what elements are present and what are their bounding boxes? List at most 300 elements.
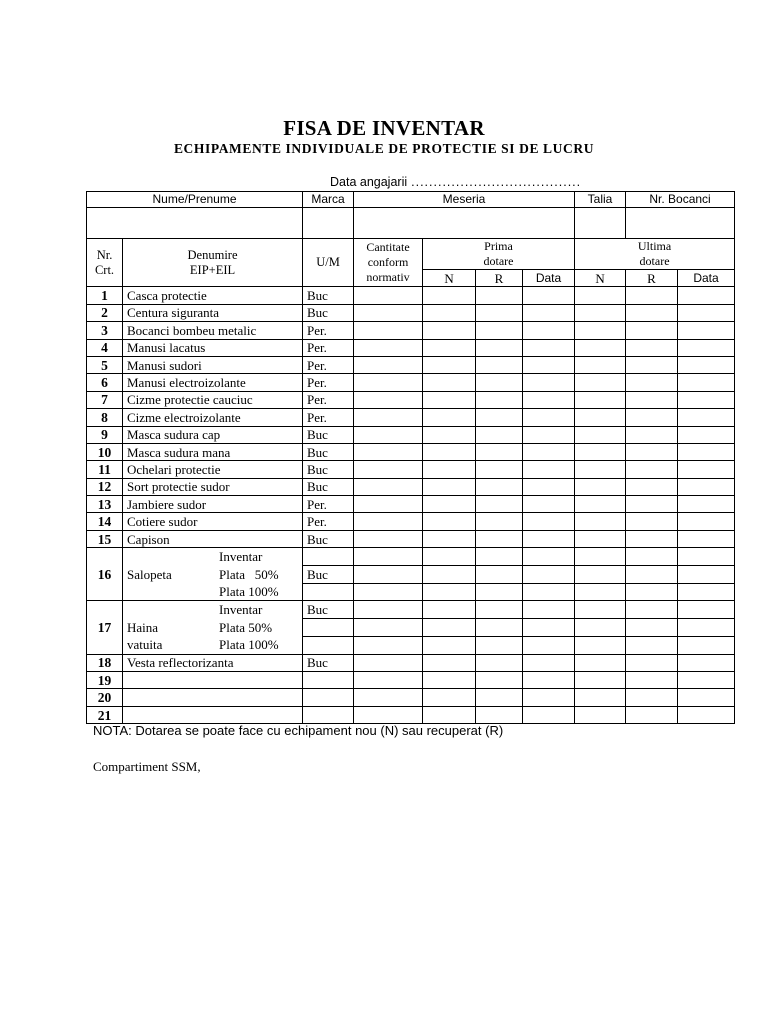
- item-number: 18: [87, 654, 123, 671]
- entry-cell: [476, 513, 523, 530]
- item-name: Manusi electroizolante: [123, 374, 303, 391]
- entry-cell: [476, 583, 523, 601]
- entry-cell: [123, 706, 303, 723]
- item-name: Masca sudura cap: [123, 426, 303, 443]
- entry-cell: [423, 619, 476, 637]
- salopeta-layout: [127, 548, 298, 600]
- entry-cell: [303, 672, 354, 689]
- um-cell: [303, 548, 354, 566]
- entry-cell: [575, 619, 626, 637]
- entry-cell: [523, 706, 575, 723]
- entry-cell: [626, 689, 678, 706]
- item-row-haina: [87, 601, 735, 619]
- item-name: Manusi sudori: [123, 356, 303, 373]
- entry-cell: [423, 601, 476, 619]
- header-marca: Marca: [303, 192, 354, 208]
- document-title: FISA DE INVENTAR: [283, 116, 485, 140]
- entry-cell: [354, 322, 423, 339]
- entry-cell: [354, 583, 423, 601]
- entry-cell: [476, 426, 523, 443]
- entry-cell: [575, 565, 626, 583]
- entry-cell: [575, 426, 626, 443]
- header-ultima-dotare-label: dotare: [639, 254, 670, 268]
- entry-cell: [523, 565, 575, 583]
- entry-cell: [626, 496, 678, 513]
- entry-cell: [476, 619, 523, 637]
- item-number: 17: [87, 601, 123, 654]
- entry-cell: [575, 636, 626, 654]
- entry-cell: [354, 391, 423, 408]
- entry-cell: [423, 461, 476, 478]
- entry-cell: [523, 601, 575, 619]
- item-number: 5: [87, 356, 123, 373]
- entry-cell: [575, 530, 626, 547]
- hire-date-label: Data angajarii: [330, 175, 408, 189]
- entry-cell: [303, 689, 354, 706]
- entry-cell: [523, 530, 575, 547]
- entry-cell: [626, 478, 678, 495]
- entry-cell: [626, 513, 678, 530]
- entry-cell: [575, 583, 626, 601]
- entry-cell: [575, 672, 626, 689]
- item-row: [87, 426, 735, 443]
- entry-cell: [678, 619, 735, 637]
- entry-cell: [523, 426, 575, 443]
- entry-cell: [575, 461, 626, 478]
- entry-cell: [523, 287, 575, 304]
- item-number: 21: [87, 706, 123, 723]
- salopeta-option: Plata 50%: [219, 566, 279, 582]
- entry-cell: [476, 356, 523, 373]
- entry-cell: [423, 426, 476, 443]
- entry-cell: [575, 391, 626, 408]
- item-number: 1: [87, 287, 123, 304]
- empty-item-row: [87, 706, 735, 723]
- entry-cell: [476, 339, 523, 356]
- entry-cell: [626, 409, 678, 426]
- entry-cell: [423, 513, 476, 530]
- header-nume: Nume/Prenume: [87, 192, 303, 208]
- entry-cell: [678, 689, 735, 706]
- item-name: Ochelari protectie: [123, 461, 303, 478]
- inventory-table: [86, 191, 735, 724]
- entry-cell: [476, 374, 523, 391]
- item-name: Masca sudura mana: [123, 443, 303, 460]
- header-prima-data: Data: [523, 270, 575, 287]
- item-number: 19: [87, 672, 123, 689]
- entry-cell: [123, 672, 303, 689]
- entry-cell: [476, 689, 523, 706]
- hire-date-dots: ......................................: [411, 175, 582, 189]
- header-ultima-r: R: [626, 270, 678, 287]
- entry-cell: [626, 322, 678, 339]
- item-row: [87, 287, 735, 304]
- entry-cell: [354, 565, 423, 583]
- header-meseria: Meseria: [354, 192, 575, 208]
- item-number: 8: [87, 409, 123, 426]
- entry-cell: [354, 672, 423, 689]
- entry-cell: [626, 530, 678, 547]
- entry-cell: [523, 356, 575, 373]
- entry-cell: [575, 409, 626, 426]
- entry-cell: [476, 478, 523, 495]
- item-row: [87, 304, 735, 321]
- header-prima-label: Prima: [484, 239, 513, 253]
- um-cell: [303, 619, 354, 637]
- item-name: Capison: [123, 530, 303, 547]
- haina-name-line2: vatuita: [127, 637, 163, 653]
- entry-cell: [626, 461, 678, 478]
- entry-cell: [523, 548, 575, 566]
- item-um: Buc: [303, 601, 354, 619]
- item-row: [87, 461, 735, 478]
- entry-cell: [303, 706, 354, 723]
- entry-cell: [476, 601, 523, 619]
- entry-cell: [575, 706, 626, 723]
- item-name: Cizme electroizolante: [123, 409, 303, 426]
- entry-cell: [354, 689, 423, 706]
- item-um: Buc: [303, 304, 354, 321]
- entry-cell: [423, 654, 476, 671]
- entry-cell: [354, 426, 423, 443]
- salopeta-option: Plata 100%: [219, 584, 279, 600]
- item-um: Buc: [303, 565, 354, 583]
- entry-cell: [523, 443, 575, 460]
- entry-cell: [476, 706, 523, 723]
- entry-cell: [575, 374, 626, 391]
- document-subtitle: ECHIPAMENTE INDIVIDUALE DE PROTECTIE SI DE LUCRU: [173, 141, 595, 156]
- entry-cell: [123, 689, 303, 706]
- item-number: 13: [87, 496, 123, 513]
- item-um: Per.: [303, 391, 354, 408]
- item-name: Cotiere sudor: [123, 513, 303, 530]
- entry-cell: [354, 443, 423, 460]
- entry-cell: [678, 654, 735, 671]
- entry-cell: [575, 689, 626, 706]
- entry-cell: [423, 548, 476, 566]
- entry-cell: [423, 530, 476, 547]
- entry-cell: [476, 496, 523, 513]
- item-row: [87, 496, 735, 513]
- hire-date-line: [330, 175, 581, 189]
- entry-cell: [354, 356, 423, 373]
- entry-cell: [678, 478, 735, 495]
- item-number: 20: [87, 689, 123, 706]
- entry-cell: [523, 391, 575, 408]
- header-conform-label: conform: [367, 255, 409, 270]
- item-um: Per.: [303, 409, 354, 426]
- item-row: [87, 478, 735, 495]
- entry-cell: [575, 443, 626, 460]
- entry-cell: [626, 443, 678, 460]
- item-row: [87, 409, 735, 426]
- item-um: Per.: [303, 374, 354, 391]
- item-um: Buc: [303, 443, 354, 460]
- entry-cell: [423, 706, 476, 723]
- entry-cell: [523, 304, 575, 321]
- entry-cell: [423, 672, 476, 689]
- entry-cell: [523, 672, 575, 689]
- entry-cell: [626, 339, 678, 356]
- entry-cell: [626, 391, 678, 408]
- entry-cell: [523, 409, 575, 426]
- entry-cell: [626, 706, 678, 723]
- entry-cell: [523, 513, 575, 530]
- entry-cell: [476, 565, 523, 583]
- header-eip-label: EIP+EIL: [189, 262, 236, 277]
- entry-cell: [575, 513, 626, 530]
- entry-cell: [523, 619, 575, 637]
- entry-cell: [626, 426, 678, 443]
- item-row: [87, 374, 735, 391]
- header-normativ-label: normativ: [366, 270, 410, 285]
- entry-cell: [678, 339, 735, 356]
- um-cell: [303, 636, 354, 654]
- entry-cell: [523, 654, 575, 671]
- entry-cell: [523, 374, 575, 391]
- entry-cell: [678, 513, 735, 530]
- entry-cell: [626, 287, 678, 304]
- entry-cell: [423, 304, 476, 321]
- entry-cell: [354, 619, 423, 637]
- entry-cell: [476, 548, 523, 566]
- entry-cell: [523, 322, 575, 339]
- haina-options: [219, 601, 279, 653]
- item-row: [87, 391, 735, 408]
- salopeta-options: [219, 548, 279, 600]
- entry-cell: [523, 461, 575, 478]
- header-cantitate-label: Cantitate: [366, 240, 410, 255]
- entry-cell: [575, 601, 626, 619]
- entry-cell: [354, 654, 423, 671]
- entry-cell: [423, 496, 476, 513]
- entry-cell: [423, 356, 476, 373]
- entry-cell: [678, 409, 735, 426]
- entry-cell: [476, 654, 523, 671]
- entry-cell: [678, 304, 735, 321]
- header-ultima-data: Data: [678, 270, 735, 287]
- header-crt-label: Crt.: [94, 262, 115, 277]
- entry-cell: [476, 443, 523, 460]
- entry-cell: [354, 513, 423, 530]
- entry-cell: [354, 530, 423, 547]
- entry-cell: [476, 636, 523, 654]
- entry-cell: [678, 356, 735, 373]
- item-number: 15: [87, 530, 123, 547]
- entry-cell: [354, 601, 423, 619]
- entry-cell: [575, 478, 626, 495]
- entry-cell: [476, 409, 523, 426]
- item-name: Centura siguranta: [123, 304, 303, 321]
- entry-cell: [575, 322, 626, 339]
- entry-cell: [423, 565, 476, 583]
- item-um: Buc: [303, 478, 354, 495]
- item-row: [87, 654, 735, 671]
- entry-cell: [575, 356, 626, 373]
- empty-item-row: [87, 689, 735, 706]
- header-cantitate: [354, 239, 423, 287]
- entry-cell: [626, 583, 678, 601]
- entry-cell: [423, 287, 476, 304]
- item-number: 2: [87, 304, 123, 321]
- entry-cell: [678, 530, 735, 547]
- header-row-1: [87, 192, 735, 208]
- entry-cell: [678, 565, 735, 583]
- entry-cell: [678, 374, 735, 391]
- entry-cell: [678, 706, 735, 723]
- entry-cell: [575, 304, 626, 321]
- entry-cell: [423, 583, 476, 601]
- entry-cell: [678, 496, 735, 513]
- entry-cell: [523, 636, 575, 654]
- item-um: Per.: [303, 496, 354, 513]
- haina-name-line1: Haina: [127, 619, 159, 635]
- item-name: Vesta reflectorizanta: [123, 654, 303, 671]
- entry-cell: [626, 374, 678, 391]
- item-um: Buc: [303, 530, 354, 547]
- item-um: Buc: [303, 287, 354, 304]
- entry-cell: [575, 496, 626, 513]
- header-denumire-label: Denumire: [187, 247, 238, 262]
- entry-cell: [678, 636, 735, 654]
- entry-cell: [354, 478, 423, 495]
- header-nr-crt: [87, 239, 123, 287]
- item-name: Bocanci bombeu metalic: [123, 322, 303, 339]
- entry-cell: [423, 409, 476, 426]
- entry-cell: [678, 443, 735, 460]
- entry-cell: [354, 339, 423, 356]
- entry-cell: [626, 654, 678, 671]
- item-um: Buc: [303, 654, 354, 671]
- haina-layout: [127, 601, 298, 653]
- entry-cell: [626, 548, 678, 566]
- entry-cell: [575, 287, 626, 304]
- header-ultima-n: N: [575, 270, 626, 287]
- entry-cell: [354, 287, 423, 304]
- entry-cell: [423, 443, 476, 460]
- item-number: 10: [87, 443, 123, 460]
- entry-cell: [626, 619, 678, 637]
- entry-cell: [523, 339, 575, 356]
- employee-name-cell: [87, 208, 303, 239]
- entry-cell: [423, 339, 476, 356]
- item-row: [87, 443, 735, 460]
- header-ultima-dotare: [575, 239, 735, 270]
- header-um: U/M: [303, 239, 354, 287]
- item-um: Buc: [303, 426, 354, 443]
- salopeta-option: Inventar: [219, 549, 263, 565]
- item-row: [87, 513, 735, 530]
- entry-cell: [626, 601, 678, 619]
- entry-cell: [678, 322, 735, 339]
- item-number: 14: [87, 513, 123, 530]
- entry-cell: [476, 672, 523, 689]
- employee-meseria-cell: [354, 208, 575, 239]
- header-prima-dotare: [423, 239, 575, 270]
- item-name: Jambiere sudor: [123, 496, 303, 513]
- item-name-haina: [123, 601, 303, 654]
- entry-cell: [626, 672, 678, 689]
- signature-text: Compartiment SSM,: [93, 759, 201, 774]
- entry-cell: [678, 287, 735, 304]
- item-number: 11: [87, 461, 123, 478]
- item-row: [87, 530, 735, 547]
- header-nr-label: Nr.: [96, 247, 113, 262]
- item-number: 7: [87, 391, 123, 408]
- item-row: [87, 356, 735, 373]
- entry-cell: [354, 636, 423, 654]
- item-number: 9: [87, 426, 123, 443]
- item-row: [87, 339, 735, 356]
- entry-cell: [626, 304, 678, 321]
- header-row-2: [87, 239, 735, 270]
- item-name: Casca protectie: [123, 287, 303, 304]
- item-um: Per.: [303, 322, 354, 339]
- item-number: 6: [87, 374, 123, 391]
- entry-cell: [354, 706, 423, 723]
- item-number: 4: [87, 339, 123, 356]
- entry-cell: [476, 322, 523, 339]
- item-name: Sort protectie sudor: [123, 478, 303, 495]
- entry-cell: [354, 461, 423, 478]
- entry-cell: [523, 689, 575, 706]
- entry-cell: [423, 322, 476, 339]
- haina-option: Inventar: [219, 602, 263, 618]
- entry-cell: [476, 530, 523, 547]
- entry-cell: [476, 461, 523, 478]
- entry-cell: [678, 601, 735, 619]
- header-prima-n: N: [423, 270, 476, 287]
- entry-cell: [523, 496, 575, 513]
- entry-cell: [354, 496, 423, 513]
- item-name: Manusi lacatus: [123, 339, 303, 356]
- employee-info-row: [87, 208, 735, 239]
- entry-cell: [476, 304, 523, 321]
- entry-cell: [354, 409, 423, 426]
- item-row: [87, 322, 735, 339]
- haina-option: Plata 100%: [219, 637, 279, 653]
- header-prima-dotare-label: dotare: [483, 254, 514, 268]
- header-nr-bocanci: Nr. Bocanci: [626, 192, 735, 208]
- item-row-salopeta: [87, 548, 735, 566]
- entry-cell: [423, 374, 476, 391]
- item-um: Buc: [303, 461, 354, 478]
- employee-talia-cell: [575, 208, 626, 239]
- item-um: Per.: [303, 339, 354, 356]
- employee-marca-cell: [303, 208, 354, 239]
- entry-cell: [354, 374, 423, 391]
- header-ultima-label: Ultima: [637, 239, 672, 253]
- header-prima-r: R: [476, 270, 523, 287]
- um-cell: [303, 583, 354, 601]
- entry-cell: [678, 426, 735, 443]
- haina-option: Plata 50%: [219, 619, 273, 635]
- entry-cell: [523, 583, 575, 601]
- entry-cell: [678, 672, 735, 689]
- item-number: 3: [87, 322, 123, 339]
- header-denumire: [123, 239, 303, 287]
- haina-name: [127, 619, 219, 654]
- entry-cell: [354, 304, 423, 321]
- salopeta-name: Salopeta: [127, 566, 172, 582]
- entry-cell: [476, 287, 523, 304]
- entry-cell: [626, 356, 678, 373]
- entry-cell: [423, 636, 476, 654]
- item-um: Per.: [303, 356, 354, 373]
- entry-cell: [523, 478, 575, 495]
- entry-cell: [678, 548, 735, 566]
- entry-cell: [575, 548, 626, 566]
